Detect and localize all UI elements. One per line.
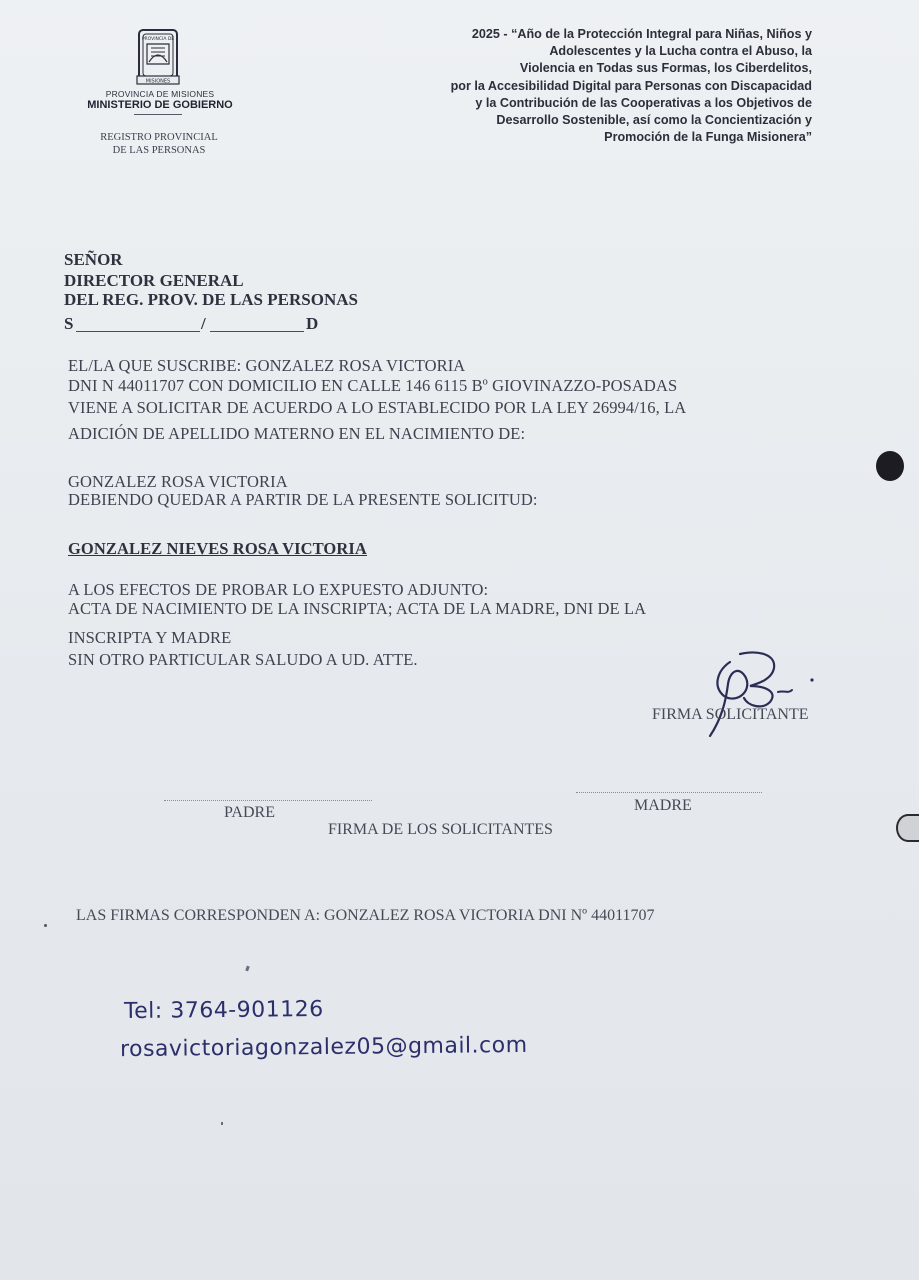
ministry-name: MINISTERIO DE GOBIERNO — [87, 99, 233, 111]
provincial-seal-icon — [125, 26, 191, 88]
year-motto — [340, 26, 812, 146]
current-name: GONZALEZ ROSA VICTORIA — [68, 472, 288, 491]
body-line: VIENE A SOLICITAR DE ACUERDO A LO ESTABLECIDO POR LA LEY 26994/16, LA — [68, 398, 687, 417]
closing-line: SIN OTRO PARTICULAR SALUDO A UD. ATTE. — [68, 650, 418, 669]
attachments-line: ACTA DE NACIMIENTO DE LA INSCRIPTA; ACTA DE LA MADRE, DNI DE LA — [68, 599, 647, 618]
registry-line-1: REGISTRO PROVINCIAL — [100, 132, 218, 143]
ink-speck — [221, 1122, 223, 1125]
ministry-divider — [134, 114, 182, 115]
registry-name — [84, 131, 234, 157]
mother-signature-line — [576, 792, 762, 793]
father-label: PADRE — [224, 804, 275, 821]
province-name: PROVINCIA DE MISIONES — [105, 89, 215, 99]
blank-line — [76, 331, 200, 332]
blank-line — [210, 331, 304, 332]
motto-line: 2025 - “Año de la Protección Integral para Niñas, Niños y — [471, 27, 812, 41]
motto-line: y la Contribución de las Cooperativas a los Objetivos de — [475, 95, 812, 110]
handwritten-phone: Tel: 3764-901126 — [123, 996, 324, 1025]
salutation-s: S — [64, 314, 74, 333]
motto-line: por la Accesibilidad Digital para Personas con Discapacidad — [450, 78, 812, 93]
both-signatures-label: FIRMA DE LOS SOLICITANTES — [328, 821, 553, 838]
ink-speck — [44, 924, 47, 927]
attachments-line: INSCRIPTA Y MADRE — [68, 628, 232, 647]
motto-line: Promoción de la Funga Misionera” — [604, 130, 812, 145]
punch-hole — [876, 451, 904, 481]
attachments-line: A LOS EFECTOS DE PROBAR LO EXPUESTO ADJUNTO: — [68, 580, 489, 599]
addressee-line-2: DIRECTOR GENERAL — [64, 271, 244, 290]
ink-speck — [245, 966, 250, 972]
motto-line: Violencia en Todas sus Formas, los Ciberdelitos, — [519, 61, 812, 76]
resulting-intro: DEBIENDO QUEDAR A PARTIR DE LA PRESENTE SOLICITUD: — [68, 490, 538, 509]
body-line: EL/LA QUE SUSCRIBE: GONZALEZ ROSA VICTORIA — [68, 356, 466, 375]
motto-line: Adolescentes y la Lucha contra el Abuso, la — [549, 44, 812, 59]
seal-text-bottom: MISIONES — [145, 78, 171, 85]
signatures-correspond: LAS FIRMAS CORRESPONDEN A: GONZALEZ ROSA VICTORIA DNI Nº 44011707 — [76, 907, 655, 924]
addressee-line-3: DEL REG. PROV. DE LAS PERSONAS — [64, 290, 358, 309]
mother-label: MADRE — [634, 797, 692, 814]
registry-line-2: DE LAS PERSONAS — [112, 145, 206, 156]
handwritten-signature — [700, 640, 830, 740]
seal-text-top: PROVINCIA DE — [141, 37, 175, 42]
handwritten-email: rosavictoriagonzalez05@gmail.com — [119, 1032, 528, 1063]
father-signature-line — [164, 800, 372, 801]
new-name: GONZALEZ NIEVES ROSA VICTORIA — [68, 539, 367, 558]
body-line: ADICIÓN DE APELLIDO MATERNO EN EL NACIMIENTO DE: — [68, 424, 526, 443]
motto-line: Desarrollo Sostenible, así como la Concientización y — [496, 113, 812, 128]
signature-label: FIRMA SOLICITANTE — [652, 706, 809, 723]
salutation-slash: / — [201, 314, 206, 333]
body-line: DNI N 44011707 CON DOMICILIO EN CALLE 146 6115 Bº GIOVINAZZO-POSADAS — [68, 376, 678, 395]
punch-hole-edge — [896, 814, 919, 842]
salutation-d: D — [306, 314, 319, 333]
addressee-line-1: SEÑOR — [64, 250, 123, 269]
